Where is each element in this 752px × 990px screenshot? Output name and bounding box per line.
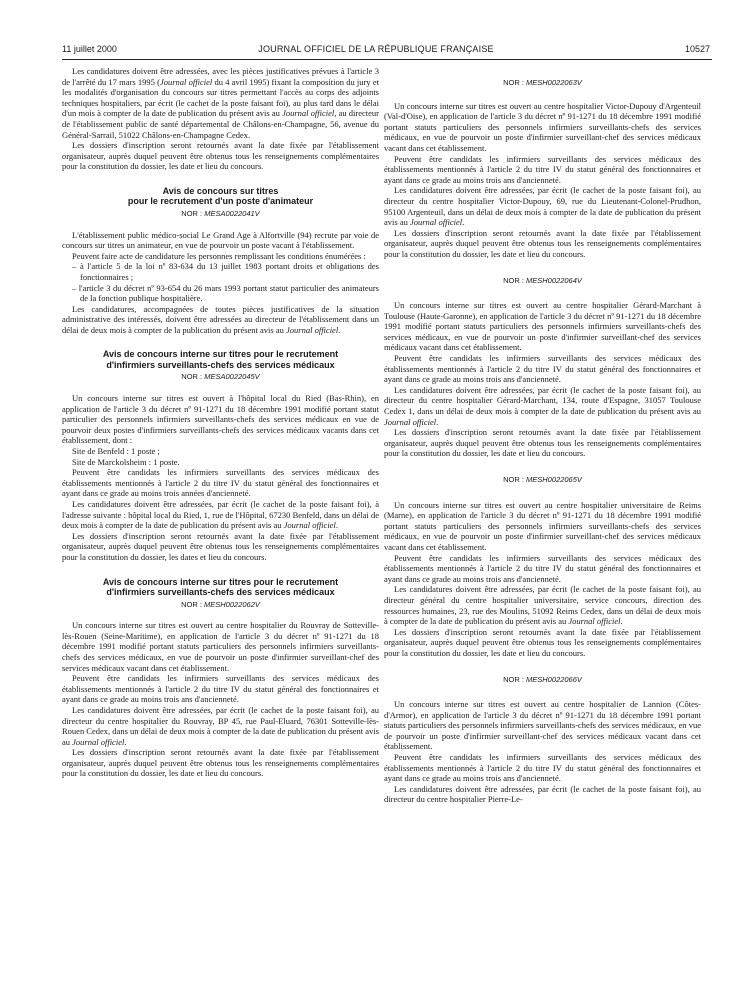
italic-run: Journal officiel xyxy=(282,108,335,119)
list-item: – l'article 3 du décret nº 93-654 du 26 mars 1993 portant statut particulier des animateurs de la fonction publique hospitalière. xyxy=(72,282,379,304)
nor-label: NOR : xyxy=(181,372,205,382)
nor-reference xyxy=(384,675,701,686)
paragraph xyxy=(62,304,379,336)
paragraph: Un concours interne sur titres est ouvert au centre hospitalier de Lannion (Côtes-d'Armor), en application de l'article 3 du décret nº 91-1271 du 18 décembre 1991 portant statuts particuliers des personnels infirmiers surveillants-chefs des services médicaux, en vue de pourvoir un poste d'infirmier surveillant-chef des services médicaux vacant dans cet établissement. xyxy=(384,699,701,752)
paragraph xyxy=(384,185,701,227)
journal-title: JOURNAL OFFICIEL DE LA RÉPUBLIQUE FRANÇAISE xyxy=(258,44,494,54)
text-run: . xyxy=(124,736,127,747)
paragraph: L'établissement public médico-social Le Grand Age à Alfortville (94) recrute par voie de concours sur titres un animateur, en vue de pourvoir un poste vacant à l'établissement. xyxy=(62,229,379,251)
title-line: Avis de concours interne sur titres pour le recrutement xyxy=(102,349,339,360)
notice-title xyxy=(62,577,379,598)
paragraph: Un concours interne sur titres est ouvert au centre hospitalier universitaire de Reims (Marne), en application de l'article 3 du décret nº 91-1271 du 18 décembre 1991 modifié portant statuts particuliers des personnels infirmiers surveillants-chefs des services médicaux, en vue de pourvoir un poste d'infirmier surveillant-chef des services médicaux vacant dans cet établissement. xyxy=(384,499,701,552)
nor-reference xyxy=(384,78,701,89)
italic-run: Journal officiel xyxy=(286,324,339,335)
paragraph: Un concours interne sur titres est ouvert au centre hospitalier Gérard-Marchant à Toulouse (Haute-Garonne), en application de l'article 3 du décret nº 91-1271 du 18 décembre 1991 modifié portant statuts particuliers des personnels infirmiers surveillants-chefs des services médicaux, en vue de pourvoir un poste d'infirmier surveillant-chef des services médicaux vacant dans cet établissement. xyxy=(384,300,701,353)
nor-label: NOR : xyxy=(503,78,527,87)
text-run: Les candidatures doivent être adressées, avec les pièces justificatives prévues à l'article 3 de l'arrêté du 17 mars 1995 ( xyxy=(62,66,379,87)
paragraph: Peuvent être candidats les infirmiers surveillants des services médicaux des établissements mentionnés à l'article 2 du titre IV du statut général des fonctionnaires et ayant dans ce grade au moins trois ans d'ancienneté. xyxy=(384,353,701,385)
header-rule xyxy=(62,59,712,60)
title-line: d'infirmiers surveillants-chefs des services médicaux xyxy=(106,587,335,598)
text-run: . xyxy=(620,616,623,627)
title-line: Avis de concours interne sur titres pour le recrutement xyxy=(102,576,339,587)
title-line: Avis de concours sur titres xyxy=(162,185,279,196)
paragraph xyxy=(62,499,379,531)
text-run: . xyxy=(335,520,338,531)
paragraph: Les candidatures doivent être adressées, par écrit (le cachet de la poste faisant foi), au directeur du centre hospitalier Pierre-Le- xyxy=(384,783,701,805)
text-run: Les candidatures doivent être adressées, par écrit (le cachet de la poste faisant foi), au directeur du centre hospitalier du Rouvray, BP 45, rue Paul-Eluard, 76301 Sotteville-lès-Rouen Cedex, dans un délai de deux mois à compter de la date de publication du présent avis au xyxy=(62,704,379,747)
paragraph: Site de Marckolsheim : 1 poste. xyxy=(72,456,180,467)
text-run: . xyxy=(462,217,465,228)
title-line: d'infirmiers surveillants-chefs des services médicaux xyxy=(106,359,335,370)
italic-run: Journal officiel xyxy=(283,520,336,531)
paragraph: Site de Benfeld : 1 poste ; xyxy=(72,446,160,457)
paragraph: Peuvent être candidats les infirmiers surveillants des services médicaux des établissements mentionnés à l'article 2 du titre IV du statut général des fonctionnaires et ayant dans ce grade au moins trois ans d'ancienneté. xyxy=(384,752,701,784)
intro-paragraph-2: Les dossiers d'inscription seront retournés avant la date fixée par l'établissement organisateur, auprès duquel peuvent être obtenus tous les renseignements complémentaires pour la constitution du dossier, les date et lieu du concours. xyxy=(62,140,379,172)
nor-code: MESA0022045V xyxy=(204,372,260,382)
italic-run: Journal officiel xyxy=(72,736,125,747)
text-run: , au directeur de l'établissement public de santé départemental de Châlons-en-Champagne, 56, avenue du Général-Sarrail, 51022 Châlons-en-Champagne Cedex. xyxy=(62,108,379,140)
notice-title xyxy=(62,186,379,207)
text-run: Les candidatures doivent être adressées, par écrit (le cachet de la poste faisant foi), au directeur du centre hospitalier Gérard-Marchant, 134, route d'Espagne, 31057 Toulouse Cedex 1, dans un délai de deux mois à compter de la date de publication du présent avis au xyxy=(384,384,701,417)
paragraph xyxy=(384,584,701,626)
italic-run: Journal officiel xyxy=(568,616,621,627)
paragraph: Peuvent être candidats les infirmiers surveillants des services médicaux des établissements mentionnés à l'article 2 du titre IV du statut général des fonctionnaires et ayant dans ce grade au moins trois années d'ancienneté. xyxy=(62,467,379,499)
nor-label: NOR : xyxy=(503,275,527,285)
paragraph: Un concours interne sur titres est ouvert au centre hospitalier du Rouvray de Sotteville-lès-Rouen (Seine-Maritime), en application de l'article 3 du décret nº 91-1271 du 18 décembre 1991 modifié portant statuts particuliers des personnels infirmiers surveillants-chefs des services médicaux, en vue de pourvoir un poste d'infirmier surveillant-chef des services médicaux vacant dans cet établissement. xyxy=(62,620,379,673)
paragraph: Les dossiers d'inscription seront retournés avant la date fixée par l'établissement organisateur, auprès duquel peuvent être obtenus tous les renseignements complémentaires pour la constitution du dossier, les dates et lieu du concours. xyxy=(62,530,379,562)
text-run: Les candidatures doivent être adressées, par écrit (le cachet de la poste faisant foi), au directeur du centre hospitalier Victor-Dupouy, 69, rue du Lieutenant-Colonel-Prudhon, 95100 Argenteuil, dans un délai de deux mois à compter de la date de publication du présent avis au xyxy=(384,185,701,228)
nor-reference xyxy=(62,600,379,611)
nor-label: NOR : xyxy=(181,599,205,609)
paragraph: Peuvent être candidats les infirmiers surveillants des services médicaux des établissements mentionnés à l'article 2 du titre IV du statut général des fonctionnaires et ayant dans ce grade au moins trois ans d'ancienneté. xyxy=(62,673,379,705)
nor-code: MESH0022063V xyxy=(526,78,582,87)
nor-reference xyxy=(62,209,379,220)
text-run: . xyxy=(436,416,439,427)
text-run: du 4 avril 1995) fixant la composition du jury et les modalités d'organisation du concours sur titres permettant l'accès au corps des adjoints techniques hospitaliers, par écrit (le cachet de la poste faisant foi), au plus tard dans le délai d'un mois à compter de la date de publication du présent avis au xyxy=(62,76,379,119)
list-item: – à l'article 5 de la loi nº 83-634 du 13 juillet 1983 portant droits et obligations des fonctionnaires ; xyxy=(72,261,379,282)
nor-reference xyxy=(62,372,379,383)
paragraph xyxy=(62,705,379,747)
italic-run: Journal officiel xyxy=(409,217,463,228)
paragraph: Peuvent être candidats les infirmiers surveillants des services médicaux des établissements mentionnés à l'article 2 du titre IV du statut général des fonctionnaires et ayant dans ce grade au moins trois ans d'ancienneté. xyxy=(384,552,701,584)
italic-run: Journal officiel xyxy=(159,76,213,87)
page-number: 10527 xyxy=(684,44,710,54)
nor-reference xyxy=(384,475,701,486)
paragraph: Les dossiers d'inscription seront retournés avant la date fixée par l'établissement organisateur, auprès duquel peuvent être obtenus tous les renseignements complémentaires pour la constitution du dossier, les date et lieu du concours. xyxy=(384,227,701,259)
nor-code: MESH0022065V xyxy=(526,475,582,484)
intro-paragraph xyxy=(62,66,379,140)
paragraph: Un concours interne sur titres est ouvert au centre hospitalier Victor-Dupouy d'Argenteuil (Val-d'Oise), en application de l'article 3 du décret nº 91-1271 du 18 décembre 1991 modifié portant statuts particuliers des personnels infirmiers surveillants-chefs des services médicaux, en vue de pourvoir un poste d'infirmier surveillant-chef des services médicaux vacant dans cet établissement. xyxy=(384,100,701,153)
nor-code: MESH0022062V xyxy=(204,599,260,609)
text-run: Les candidatures doivent être adressées, par écrit (le cachet de la poste faisant foi), à l'adresse suivante : hôpital local du Ried, 1, rue de l'Hôpital, 67230 Benfeld, dans un délai de deux mois à compter de la date de publication du présent avis au xyxy=(62,499,379,531)
page-header xyxy=(0,44,752,58)
issue-date: 11 juillet 2000 xyxy=(62,44,117,54)
nor-label: NOR : xyxy=(181,208,205,218)
left-column xyxy=(62,66,379,779)
notice-title xyxy=(62,349,379,370)
paragraph: Les dossiers d'inscription seront retournés avant la date fixée par l'établissement organisateur, auprès duquel peuvent être obtenus tous les renseignements complémentaires pour la constitution du dossier, les date et lieu du concours. xyxy=(384,626,701,658)
nor-code: MESA0022041V xyxy=(204,208,260,218)
text-run: Les candidatures, accompagnées de toutes pièces justificatives de la situation administrative des intéressés, doivent être adressées au directeur de l'établissement dans un délai de deux mois à compter de la publication du présent avis au xyxy=(62,303,379,335)
nor-code: MESH0022066V xyxy=(526,674,582,684)
italic-run: Journal officiel xyxy=(384,416,437,427)
paragraph xyxy=(384,385,701,427)
paragraph: Peuvent être candidats les infirmiers surveillants des services médicaux des établissements mentionnés à l'article 2 du titre IV du statut général des fonctionnaires et ayant dans ce grade au moins trois ans d'ancienneté. xyxy=(384,153,701,185)
paragraph: Les dossiers d'inscription seront retournés avant la date fixée par l'établissement organisateur, auprès duquel peuvent être obtenus tous les renseignements complémentaires pour la constitution du dossier, les date et lieu du concours. xyxy=(384,427,701,459)
paragraph: Peuvent faire acte de candidature les personnes remplissant les conditions énumérées : xyxy=(72,250,366,261)
paragraph: Un concours interne sur titres est ouvert à l'hôpital local du Ried (Bas-Rhin), en application de l'article 3 du décret nº 91-1271 du 18 décembre 1991 modifié portant statut particulier des personnels infirmiers surveillants-chefs des services médicaux en vue de pourvoir deux postes d'infirmiers surveillants-chefs des services médicaux vacants dans cet établissement, dont : xyxy=(62,393,379,446)
nor-reference xyxy=(384,276,701,287)
text-run: Les candidatures doivent être adressées, par écrit (le cachet de la poste faisant foi), au directeur général du centre hospitalier universitaire, service concours, direction des ressources humaines, 23, rue des Moulins, 51092 Reims Cedex, dans un délai de deux mois à compter de la date de publication du présent avis au xyxy=(384,584,701,627)
nor-label: NOR : xyxy=(503,674,527,684)
text-run: . xyxy=(338,324,341,335)
nor-code: MESH0022064V xyxy=(526,275,582,285)
nor-label: NOR : xyxy=(503,475,527,484)
title-line: pour le recrutement d'un poste d'animateur xyxy=(127,196,314,207)
right-column xyxy=(384,66,701,805)
paragraph: Les dossiers d'inscription seront retournés avant la date fixée par l'établissement organisateur, auprès duquel peuvent être obtenus tous les renseignements complémentaires pour la constitution du dossier, les date et lieu du concours. xyxy=(62,747,379,779)
